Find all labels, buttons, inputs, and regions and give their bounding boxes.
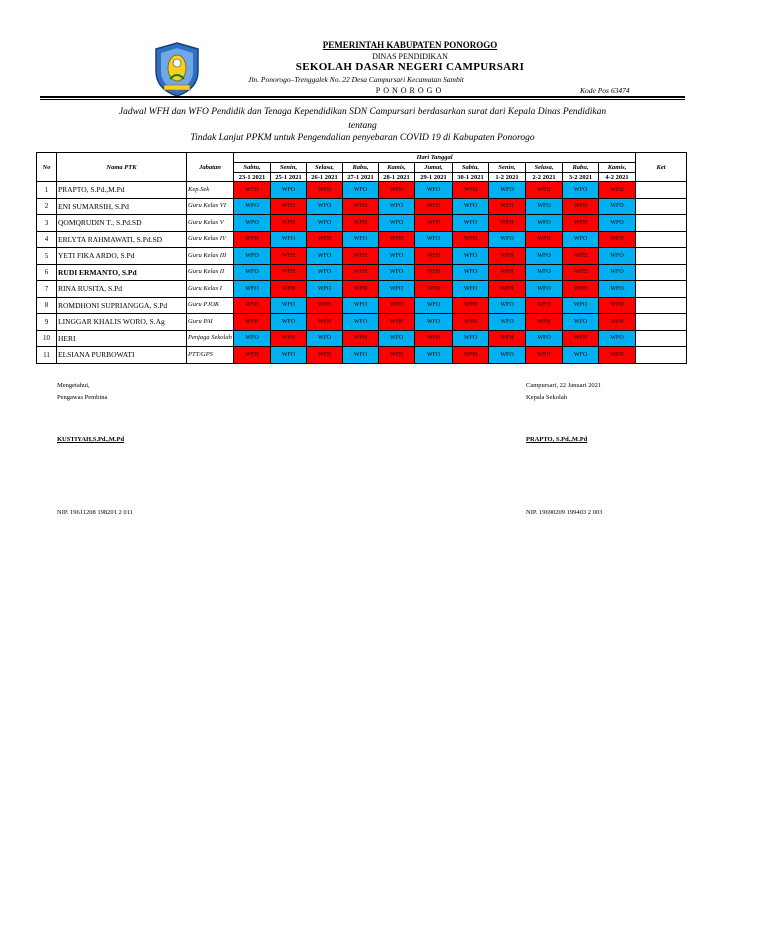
- row-ket: [636, 264, 687, 281]
- schedule-cell: WFO: [343, 297, 379, 314]
- row-jabatan: Guru Kelas II: [187, 264, 234, 281]
- schedule-cell: WFH: [563, 215, 599, 232]
- schedule-cell: WFO: [526, 330, 563, 347]
- day-header: Sabtu,: [453, 163, 489, 173]
- schedule-cell: WFH: [563, 330, 599, 347]
- schedule-cell: WFO: [379, 198, 415, 215]
- date-header: 2-2 2021: [526, 173, 563, 182]
- date-header: 25-1 2021: [271, 173, 307, 182]
- row-jabatan: Penjaga Sekolah: [187, 330, 234, 347]
- footer-right-signer: PRAPTO, S.Pd.,M.Pd: [526, 436, 588, 443]
- row-name: ERLYTA RAHMAWATI, S.Pd.SD: [57, 231, 187, 248]
- row-name: QOMQRUDIN T., S.Pd.SD: [57, 215, 187, 232]
- schedule-cell: WFH: [489, 264, 526, 281]
- schedule-cell: WFH: [343, 248, 379, 265]
- row-jabatan: Guru Kelas IV: [187, 231, 234, 248]
- schedule-cell: WFO: [526, 248, 563, 265]
- table-row: [37, 314, 687, 331]
- row-number: 7: [37, 281, 57, 298]
- footer-right-nip: NIP. 19690209 199403 2 003: [526, 509, 603, 516]
- row-name: ENI SUMARSIH, S.Pd: [57, 198, 187, 215]
- row-jabatan: Guru Kelas VI: [187, 198, 234, 215]
- schedule-cell: WFO: [599, 330, 636, 347]
- row-number: 10: [37, 330, 57, 347]
- day-header: Jumat,: [415, 163, 453, 173]
- footer-right-date: Campursari, 22 Januari 2021: [526, 382, 602, 389]
- schedule-cell: WFH: [526, 182, 563, 199]
- schedule-cell: WFH: [526, 231, 563, 248]
- day-header: Selasa,: [307, 163, 343, 173]
- header-rule: [40, 96, 685, 98]
- schedule-cell: WFH: [234, 182, 271, 199]
- row-number: 9: [37, 314, 57, 331]
- date-header: 1-2 2021: [489, 173, 526, 182]
- table-row: [37, 231, 687, 248]
- schedule-cell: WFO: [379, 330, 415, 347]
- table-header-row: [37, 153, 687, 163]
- header-city: PONOROGO: [375, 86, 445, 95]
- schedule-cell: WFO: [453, 264, 489, 281]
- header-rule-thin: [40, 99, 685, 100]
- schedule-cell: WFO: [599, 248, 636, 265]
- schedule-cell: WFH: [453, 182, 489, 199]
- table-row: [37, 297, 687, 314]
- date-header: 4-2 2021: [599, 173, 636, 182]
- schedule-cell: WFH: [379, 314, 415, 331]
- footer-right-label: Kepala Sekolah: [526, 394, 567, 401]
- schedule-cell: WFO: [234, 248, 271, 265]
- table-row: [37, 281, 687, 298]
- schedule-cell: WFO: [307, 264, 343, 281]
- day-header: Senin,: [271, 163, 307, 173]
- row-number: 3: [37, 215, 57, 232]
- schedule-cell: WFH: [343, 215, 379, 232]
- schedule-cell: WFO: [307, 198, 343, 215]
- schedule-cell: WFO: [234, 281, 271, 298]
- schedule-cell: WFH: [271, 330, 307, 347]
- schedule-cell: WFO: [599, 198, 636, 215]
- row-ket: [636, 231, 687, 248]
- schedule-cell: WFO: [526, 281, 563, 298]
- schedule-cell: WFO: [599, 281, 636, 298]
- schedule-cell: WFO: [307, 330, 343, 347]
- schedule-cell: WFO: [599, 264, 636, 281]
- row-jabatan: Guru Kelas I: [187, 281, 234, 298]
- schedule-cell: WFO: [343, 347, 379, 364]
- table-row: [37, 330, 687, 347]
- schedule-cell: WFO: [489, 347, 526, 364]
- schedule-cell: WFH: [234, 231, 271, 248]
- row-jabatan: PTT/GPS: [187, 347, 234, 364]
- schedule-cell: WFO: [379, 215, 415, 232]
- row-ket: [636, 215, 687, 232]
- schedule-cell: WFH: [599, 231, 636, 248]
- schedule-cell: WFO: [379, 264, 415, 281]
- schedule-cell: WFO: [489, 182, 526, 199]
- schedule-cell: WFO: [234, 198, 271, 215]
- schedule-cell: WFH: [415, 281, 453, 298]
- row-name: RUDI ERMANTO, S.Pd: [57, 264, 187, 281]
- schedule-cell: WFH: [599, 314, 636, 331]
- row-jabatan: Guru Kelas III: [187, 248, 234, 265]
- schedule-cell: WFH: [563, 264, 599, 281]
- schedule-cell: WFO: [271, 231, 307, 248]
- footer-left-signer: KUSTIYAH,S.Pd.,M.Pd: [57, 436, 125, 443]
- schedule-cell: WFO: [563, 231, 599, 248]
- schedule-cell: WFO: [526, 198, 563, 215]
- schedule-cell: WFH: [271, 215, 307, 232]
- row-name: YETI FIKA ARDO, S.Pd: [57, 248, 187, 265]
- row-number: 11: [37, 347, 57, 364]
- doc-title-line3: Tindak Lanjut PPKM untuk Pengendalian penyebaran COVID 19 di Kabupaten Ponorogo: [190, 133, 535, 143]
- row-ket: [636, 248, 687, 265]
- schedule-cell: WFO: [234, 215, 271, 232]
- day-header: Sabtu,: [234, 163, 271, 173]
- schedule-cell: WFH: [489, 248, 526, 265]
- schedule-cell: WFO: [379, 248, 415, 265]
- row-ket: [636, 330, 687, 347]
- schedule-cell: WFO: [343, 314, 379, 331]
- schedule-table: [36, 152, 687, 364]
- schedule-cell: WFO: [453, 198, 489, 215]
- schedule-cell: WFH: [307, 347, 343, 364]
- schedule-cell: WFH: [415, 264, 453, 281]
- schedule-cell: WFH: [271, 281, 307, 298]
- schedule-cell: WFO: [563, 314, 599, 331]
- row-ket: [636, 281, 687, 298]
- schedule-cell: WFO: [453, 281, 489, 298]
- schedule-cell: WFH: [526, 297, 563, 314]
- schedule-cell: WFO: [563, 297, 599, 314]
- table-row: [37, 248, 687, 265]
- schedule-cell: WFH: [453, 231, 489, 248]
- schedule-cell: WFH: [307, 182, 343, 199]
- schedule-cell: WFH: [453, 347, 489, 364]
- schedule-cell: WFO: [489, 314, 526, 331]
- row-ket: [636, 314, 687, 331]
- row-jabatan: Kep.Sek: [187, 182, 234, 199]
- schedule-cell: WFO: [415, 297, 453, 314]
- row-number: 5: [37, 248, 57, 265]
- row-ket: [636, 297, 687, 314]
- row-name: HERI: [57, 330, 187, 347]
- schedule-cell: WFH: [563, 198, 599, 215]
- schedule-cell: WFH: [234, 347, 271, 364]
- table-row: [37, 198, 687, 215]
- doc-title-line2: tentang: [348, 121, 377, 131]
- schedule-cell: WFO: [415, 347, 453, 364]
- row-number: 1: [37, 182, 57, 199]
- row-ket: [636, 198, 687, 215]
- date-header: 26-1 2021: [307, 173, 343, 182]
- footer-left-label1: Mengetahui,: [57, 382, 90, 389]
- schedule-cell: WFH: [415, 330, 453, 347]
- schedule-cell: WFO: [415, 182, 453, 199]
- schedule-cell: WFO: [343, 182, 379, 199]
- schedule-cell: WFH: [415, 198, 453, 215]
- day-header: Kamis,: [599, 163, 636, 173]
- schedule-cell: WFH: [489, 330, 526, 347]
- schedule-cell: WFH: [563, 281, 599, 298]
- schedule-cell: WFH: [307, 314, 343, 331]
- schedule-cell: WFH: [379, 347, 415, 364]
- header-postal-code: Kode Pos 63474: [580, 86, 630, 95]
- schedule-cell: WFH: [379, 182, 415, 199]
- schedule-cell: WFO: [307, 281, 343, 298]
- schedule-cell: WFO: [343, 231, 379, 248]
- schedule-cell: WFH: [343, 281, 379, 298]
- schedule-cell: WFH: [415, 248, 453, 265]
- schedule-cell: WFH: [489, 198, 526, 215]
- col-header-name: Nama PTK: [57, 153, 187, 182]
- row-jabatan: Guru Kelas V: [187, 215, 234, 232]
- date-header: 23-1 2021: [234, 173, 271, 182]
- schedule-cell: WFH: [599, 347, 636, 364]
- schedule-cell: WFO: [307, 215, 343, 232]
- schedule-cell: WFH: [271, 248, 307, 265]
- schedule-cell: WFH: [271, 198, 307, 215]
- schedule-cell: WFO: [379, 281, 415, 298]
- schedule-cell: WFH: [379, 297, 415, 314]
- row-number: 8: [37, 297, 57, 314]
- date-header: 27-1 2021: [343, 173, 379, 182]
- row-jabatan: Guru PJOK: [187, 297, 234, 314]
- schedule-cell: WFH: [307, 231, 343, 248]
- header-address: Jln. Ponorogo–Trenggalek No. 22 Desa Campursari Kecamatan Sambit: [248, 75, 464, 84]
- schedule-cell: WFO: [415, 314, 453, 331]
- footer-left-label2: Pengawas Pembina: [57, 394, 108, 401]
- date-header: 3-2 2021: [563, 173, 599, 182]
- schedule-cell: WFO: [526, 215, 563, 232]
- row-name: ELSIANA PURBOWATI: [57, 347, 187, 364]
- date-header: 28-1 2021: [379, 173, 415, 182]
- row-name: ROMDHONI SUPRIANGGA, S.Pd: [57, 297, 187, 314]
- schedule-cell: WFH: [343, 198, 379, 215]
- schedule-cell: WFO: [415, 231, 453, 248]
- schedule-cell: WFO: [599, 215, 636, 232]
- schedule-cell: WFO: [271, 297, 307, 314]
- day-header: Senin,: [489, 163, 526, 173]
- table-row: [37, 264, 687, 281]
- table-row: [37, 182, 687, 199]
- footer-left-nip: NIP. 19611208 198201 2 011: [57, 509, 133, 516]
- schedule-cell: WFH: [343, 330, 379, 347]
- schedule-cell: WFO: [271, 182, 307, 199]
- day-header: Rabu,: [563, 163, 599, 173]
- table-row: [37, 215, 687, 232]
- header-department: DINAS PENDIDIKAN: [372, 52, 448, 61]
- table-row: [37, 347, 687, 364]
- schedule-cell: WFO: [453, 215, 489, 232]
- schedule-cell: WFH: [489, 215, 526, 232]
- schedule-cell: WFH: [526, 314, 563, 331]
- date-header: 29-1 2021: [415, 173, 453, 182]
- header-school-name: SEKOLAH DASAR NEGERI CAMPURSARI: [295, 61, 525, 73]
- day-header: Selasa,: [526, 163, 563, 173]
- schedule-cell: WFH: [599, 297, 636, 314]
- col-header-jabatan: Jabatan: [187, 153, 234, 182]
- schedule-cell: WFH: [599, 182, 636, 199]
- col-header-ket: Ket: [636, 153, 687, 182]
- row-number: 6: [37, 264, 57, 281]
- day-header: Rabu,: [343, 163, 379, 173]
- schedule-cell: WFH: [379, 231, 415, 248]
- schedule-cell: WFO: [563, 347, 599, 364]
- header-government: PEMERINTAH KABUPATEN PONOROGO: [322, 40, 498, 50]
- schedule-cell: WFO: [271, 347, 307, 364]
- col-header-hari-tanggal: Hari Tanggal: [234, 153, 636, 163]
- schedule-cell: WFO: [453, 330, 489, 347]
- schedule-cell: WFH: [234, 314, 271, 331]
- schedule-cell: WFH: [307, 297, 343, 314]
- schedule-cell: WFH: [526, 347, 563, 364]
- schedule-cell: WFH: [489, 281, 526, 298]
- schedule-cell: WFH: [415, 215, 453, 232]
- schedule-cell: WFH: [453, 297, 489, 314]
- row-number: 2: [37, 198, 57, 215]
- schedule-cell: WFH: [453, 314, 489, 331]
- schedule-cell: WFH: [563, 248, 599, 265]
- day-header: Kamis,: [379, 163, 415, 173]
- row-name: LINGGAR KHALIS WORO, S.Ag: [57, 314, 187, 331]
- schedule-cell: WFO: [489, 297, 526, 314]
- row-number: 4: [37, 231, 57, 248]
- schedule-cell: WFH: [271, 264, 307, 281]
- row-jabatan: Guru PAI: [187, 314, 234, 331]
- date-header: 30-1 2021: [453, 173, 489, 182]
- schedule-cell: WFH: [343, 264, 379, 281]
- schedule-cell: WFO: [234, 330, 271, 347]
- schedule-cell: WFO: [526, 264, 563, 281]
- schedule-cell: WFO: [271, 314, 307, 331]
- schedule-cell: WFO: [307, 248, 343, 265]
- row-ket: [636, 182, 687, 199]
- row-name: PRAPTO, S.Pd.,M.Pd: [57, 182, 187, 199]
- schedule-cell: WFO: [489, 231, 526, 248]
- schedule-cell: WFO: [563, 182, 599, 199]
- row-name: RINA RUSITA, S.Pd: [57, 281, 187, 298]
- col-header-no: No: [37, 153, 57, 182]
- doc-title-line1: Jadwal WFH dan WFO Pendidik dan Tenaga Kependidikan SDN Campursari berdasarkan surat dari Kepala Dinas Pendidikan: [118, 107, 607, 117]
- schedule-cell: WFH: [234, 297, 271, 314]
- regency-seal-logo: [152, 41, 202, 97]
- schedule-cell: WFO: [453, 248, 489, 265]
- schedule-cell: WFO: [234, 264, 271, 281]
- row-ket: [636, 347, 687, 364]
